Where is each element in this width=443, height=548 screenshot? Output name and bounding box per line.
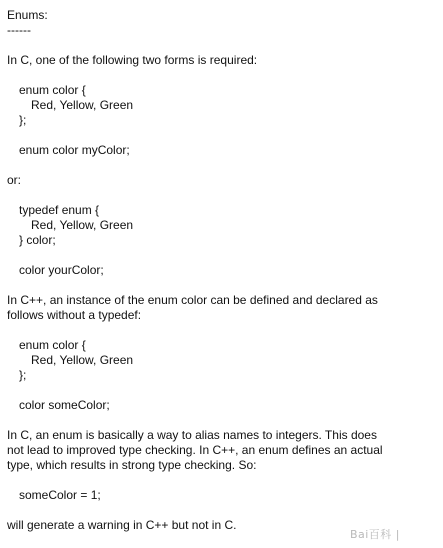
spacer: [7, 383, 432, 398]
code-line: enum color {: [19, 338, 86, 352]
spacer: [7, 248, 432, 263]
code-line: enum color {: [19, 83, 86, 97]
code-line: };: [19, 368, 27, 382]
code-line: enum color myColor;: [19, 143, 130, 157]
code-line: someColor = 1;: [19, 488, 101, 502]
paragraph-3: In C, an enum is basically a way to alias names to integers. This does not lead to improved type checking. In C++, an enum defines an actual type, which results in strong type checking. So:: [7, 428, 383, 472]
paragraph-2: In C++, an instance of the enum color can be defined and declared as follows without a typedef:: [7, 293, 378, 322]
spacer: [7, 158, 432, 173]
code-line: Red, Yellow, Green: [31, 218, 134, 232]
spacer: [7, 68, 432, 83]
spacer: [7, 278, 432, 293]
baidu-baike-watermark: Bai百科 |: [349, 528, 400, 541]
spacer: [7, 38, 432, 53]
spacer: [7, 188, 432, 203]
spacer: [7, 323, 432, 338]
code-line: Red, Yellow, Green: [31, 98, 134, 112]
code-line: color someColor;: [19, 398, 110, 412]
paragraph-1: In C, one of the following two forms is required:: [7, 53, 258, 67]
or-text: or:: [7, 173, 22, 187]
code-line: Red, Yellow, Green: [31, 353, 134, 367]
spacer: [7, 128, 432, 143]
heading: Enums:: [7, 8, 48, 22]
spacer: [7, 503, 432, 518]
code-line: typedef enum {: [19, 203, 100, 217]
code-line: } color;: [19, 233, 56, 247]
heading-underline: ------: [7, 23, 31, 37]
spacer: [7, 413, 432, 428]
code-line: color yourColor;: [19, 263, 104, 277]
spacer: [7, 473, 432, 488]
code-line: };: [19, 113, 27, 127]
document-body: [7, 8, 432, 533]
paragraph-4: will generate a warning in C++ but not in C.: [7, 518, 237, 532]
